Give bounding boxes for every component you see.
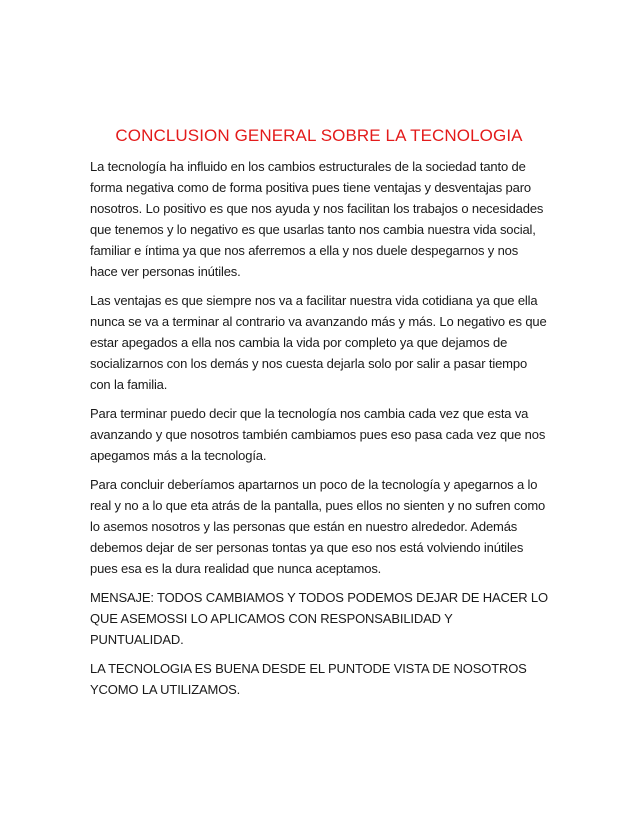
paragraph-1: La tecnología ha influido en los cambios estructurales de la sociedad tanto de forma negativa como de forma positiva pues tiene ventajas y desventajas paro nosotros. Lo positivo es que nos ayuda y nos facilitan los trabajos o necesidades que tenemos y lo negativo es que usarlas tanto nos cambia nuestra vida social, familiar e íntima ya que nos aferremos a ella y nos duele despegarnos y nos hace ver personas inútiles.	[90, 159, 544, 279]
paragraph-3: Para terminar puedo decir que la tecnología nos cambia cada vez que esta va avanzando y que nosotros también cambiamos pues eso pasa cada vez que nos apegamos más a la tecnología.	[90, 406, 546, 463]
paragraph-message: MENSAJE: TODOS CAMBIAMOS Y TODOS PODEMOS DEJAR DE HACER LO QUE ASEMOSSI LO APLICAMOS CON RESPONSABILIDAD Y PUNTUALIDAD.	[90, 590, 548, 647]
document-page	[90, 124, 548, 700]
paragraph-4: Para concluir deberíamos apartarnos un poco de la tecnología y apegarnos a lo real y no a lo que eta atrás de la pantalla, pues ellos no sienten y no sufren como lo asemos nosotros y las personas que están en nuestro alrededor. Además debemos dejar de ser personas tontas ya que eso nos está volviendo inútiles pues esa es la dura realidad que nunca aceptamos.	[90, 477, 546, 576]
document-title: CONCLUSION GENERAL SOBRE LA TECNOLOGIA	[115, 126, 523, 145]
paragraph-closing: LA TECNOLOGIA ES BUENA DESDE EL PUNTODE VISTA DE NOSOTROS YCOMO LA UTILIZAMOS.	[90, 661, 527, 697]
paragraph-2: Las ventajas es que siempre nos va a facilitar nuestra vida cotidiana ya que ella nunca se va a terminar al contrario va avanzando más y más. Lo negativo es que estar apegados a ella nos cambia la vida por completo ya que dejamos de socializarnos con los demás y nos cuesta dejarla solo por salir a pasar tiempo con la familia.	[90, 293, 547, 392]
